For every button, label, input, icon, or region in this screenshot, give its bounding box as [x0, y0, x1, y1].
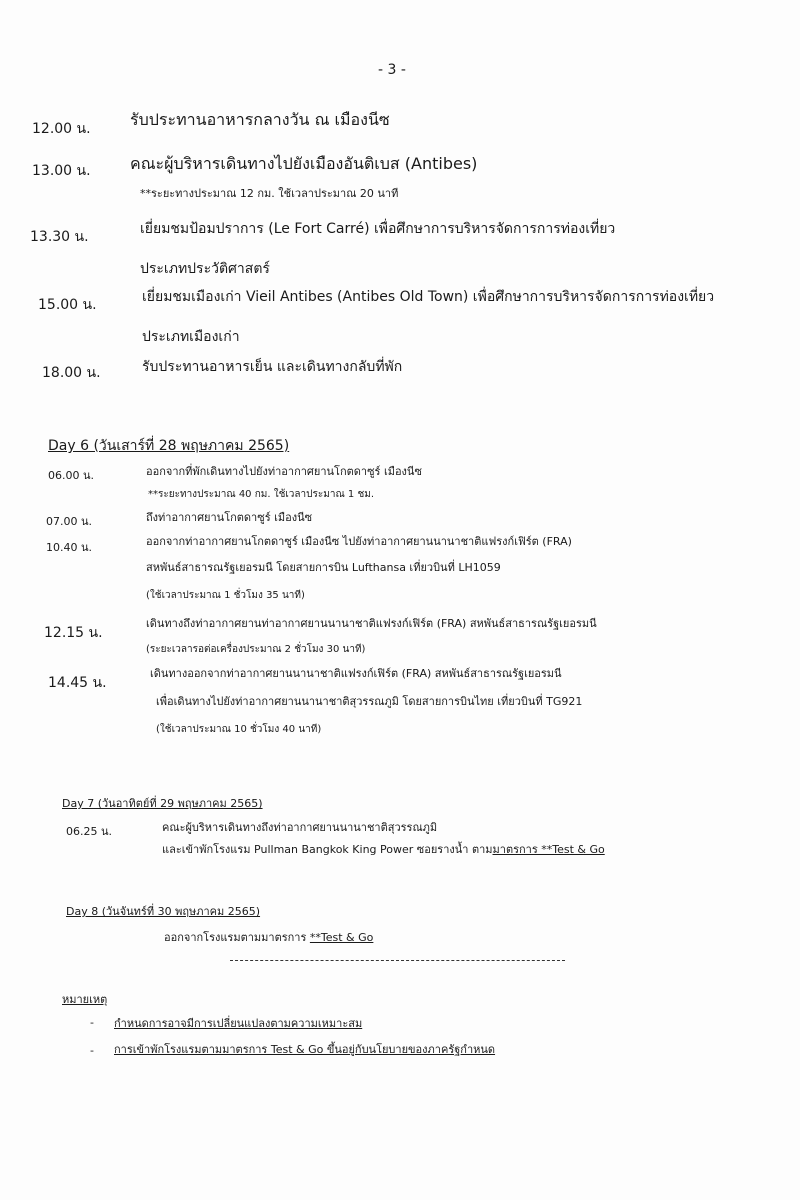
activity-day8 — [164, 928, 373, 946]
activity-1040-cont: สหพันธ์สาธารณรัฐเยอรมนี โดยสายการบิน Lufthansa เที่ยวบินที่ LH1059 — [146, 561, 501, 574]
note-1215: (ระยะเวลารอต่อเครื่องประมาณ 2 ชั่วโมง 30 นาที) — [146, 644, 366, 655]
hotel-text: และเข้าพักโรงแรม Pullman Bangkok King Power ซอยรางน้ำ ตาม — [162, 843, 493, 856]
activity-1800: รับประทานอาหารเย็น และเดินทางกลับที่พัก — [142, 359, 403, 375]
time-1300: 13.00 น. — [32, 163, 91, 179]
activity-1445-cont: เพื่อเดินทางไปยังท่าอากาศยานนานาชาติสุวรรณภูมิ โดยสายการบินไทย เที่ยวบินที่ TG921 — [156, 695, 583, 708]
time-1500: 15.00 น. — [38, 297, 97, 313]
time-0600: 06.00 น. — [48, 469, 95, 482]
checkout-text: ออกจากโรงแรมตามมาตรการ — [164, 931, 310, 944]
day6-heading: Day 6 (วันเสาร์ที่ 28 พฤษภาคม 2565) — [48, 438, 290, 454]
note-0600: **ระยะทางประมาณ 40 กม. ใช้เวลาประมาณ 1 ชม. — [148, 489, 375, 500]
activity-1200: รับประทานอาหารกลางวัน ณ เมืองนีซ — [130, 110, 390, 129]
activity-0625-cont — [162, 840, 605, 858]
divider-line — [230, 960, 565, 961]
time-1445: 14.45 น. — [48, 675, 107, 691]
activity-1215: เดินทางถึงท่าอากาศยานท่าอากาศยานนานาชาติแฟรงก์เฟิร์ต (FRA) สหพันธ์สาธารณรัฐเยอรมนี — [146, 617, 597, 630]
day7-heading: Day 7 (วันอาทิตย์ที่ 29 พฤษภาคม 2565) — [62, 797, 263, 810]
activity-1300: คณะผู้บริหารเดินทางไปยังเมืองอันติเบส (Antibes) — [130, 154, 478, 173]
activity-0625: คณะผู้บริหารเดินทางถึงท่าอากาศยานนานาชาติสุวรรณภูมิ — [162, 821, 438, 834]
activity-1330: เยี่ยมชมป้อมปราการ (Le Fort Carré) เพื่อศึกษาการบริหารจัดการการท่องเที่ยว — [140, 221, 616, 237]
note-1300: **ระยะทางประมาณ 12 กม. ใช้เวลาประมาณ 20 นาที — [140, 187, 399, 200]
activity-1330-cont: ประเภทประวัติศาสตร์ — [140, 261, 270, 277]
activity-0600: ออกจากที่พักเดินทางไปยังท่าอากาศยานโกตดาซูร์ เมืองนีซ — [146, 465, 422, 478]
bullet-2: - — [90, 1044, 94, 1057]
note-1445: (ใช้เวลาประมาณ 10 ชั่วโมง 40 นาที) — [156, 724, 322, 735]
test-and-go: **Test & Go — [309, 931, 374, 944]
time-1330: 13.30 น. — [30, 229, 89, 245]
bullet-1: - — [90, 1016, 94, 1029]
time-1800: 18.00 น. — [42, 365, 101, 381]
activity-1500-cont: ประเภทเมืองเก่า — [142, 329, 240, 345]
time-1215: 12.15 น. — [44, 625, 103, 641]
day8-heading: Day 8 (วันจันทร์ที่ 30 พฤษภาคม 2565) — [66, 905, 261, 918]
activity-1500: เยี่ยมชมเมืองเก่า Vieil Antibes (Antibes Old Town) เพื่อศึกษาการบริหารจัดการการท่องเที่ยว — [142, 289, 715, 305]
remark-item-1: กำหนดการอาจมีการเปลี่ยนแปลงตามความเหมาะสม — [114, 1017, 363, 1030]
activity-0700: ถึงท่าอากาศยานโกตดาซูร์ เมืองนีซ — [146, 511, 313, 524]
page-number: - 3 - — [378, 62, 406, 78]
remark-item-2: การเข้าพักโรงแรมตามมาตรการ Test & Go ขึ้นอยู่กับนโยบายของภาครัฐกำหนด — [114, 1043, 496, 1056]
time-1040: 10.40 น. — [46, 541, 93, 554]
remarks-heading: หมายเหตุ — [62, 993, 108, 1006]
time-1200: 12.00 น. — [32, 121, 91, 137]
time-0700: 07.00 น. — [46, 515, 93, 528]
activity-1040: ออกจากท่าอากาศยานโกตดาซูร์ เมืองนีซ ไปยังท่าอากาศยานนานาชาติแฟรงก์เฟิร์ต (FRA) — [146, 535, 572, 548]
activity-1445: เดินทางออกจากท่าอากาศยานนานาชาติแฟรงก์เฟิร์ต (FRA) สหพันธ์สาธารณรัฐเยอรมนี — [150, 667, 562, 680]
test-and-go-measure: มาตรการ **Test & Go — [492, 843, 605, 856]
note-1040: (ใช้เวลาประมาณ 1 ชั่วโมง 35 นาที) — [146, 590, 305, 601]
time-0625: 06.25 น. — [66, 825, 113, 838]
